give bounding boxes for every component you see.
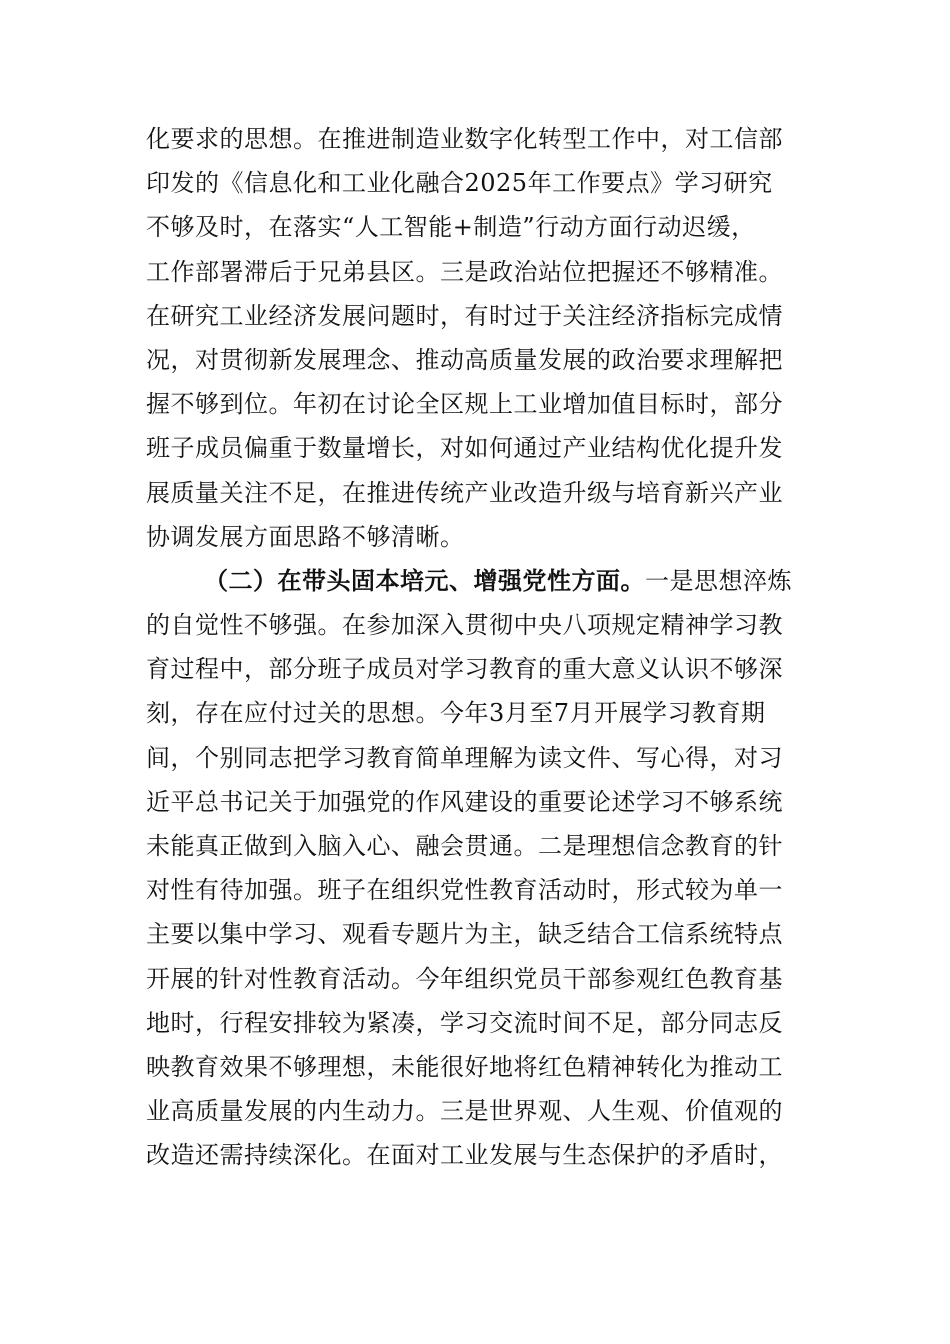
line-text: 在研究工业经济发展问题时，有时过于关注经济指标完成情 xyxy=(146,301,783,330)
text-line xyxy=(146,1045,810,1089)
line-text: 不够及时，在落实“人工智能+制造”行动方面行动迟缓， xyxy=(146,213,756,242)
text-line xyxy=(146,426,810,470)
text-line xyxy=(146,824,810,868)
line-text: 协调发展方面思路不够清晰。 xyxy=(146,522,465,551)
text-line xyxy=(146,647,810,691)
line-text: 化要求的思想。在推进制造业数字化转型工作中，对工信部 xyxy=(146,125,783,153)
text-line xyxy=(146,471,810,515)
line-text: 一是思想淬炼 xyxy=(645,566,792,595)
line-text: 班子成员偏重于数量增长，对如何通过产业结构优化提升发 xyxy=(146,434,783,463)
line-text: 未能真正做到入脑入心、融会贯通。二是理想信念教育的针 xyxy=(146,832,783,860)
line-text: 地时，行程安排较为紧凑，学习交流时间不足，部分同志反 xyxy=(146,1008,783,1037)
line-text: 业高质量发展的内生动力。三是世界观、人生观、价值观的 xyxy=(146,1097,783,1126)
line-text: 近平总书记关于加强党的作风建设的重要论述学习不够系统 xyxy=(146,787,783,816)
text-line xyxy=(146,294,810,338)
line-text: 育过程中，部分班子成员对学习教育的重大意义认识不够深 xyxy=(146,655,783,684)
line-text: 开展的针对性教育活动。今年组织党员干部参观红色教育基 xyxy=(146,964,783,993)
line-text: 握不够到位。年初在讨论全区规上工业增加值目标时，部分 xyxy=(146,390,783,419)
text-line xyxy=(146,1133,810,1177)
text-line xyxy=(146,515,810,559)
line-text: 间，个别同志把学习教育简单理解为读文件、写心得，对习 xyxy=(146,743,783,772)
text-line xyxy=(146,912,810,956)
line-text: 展质量关注不足，在推进传统产业改造升级与培育新兴产业 xyxy=(146,478,783,507)
text-line xyxy=(146,161,810,205)
line-text: 主要以集中学习、观看专题片为主，缺乏结合工信系统特点 xyxy=(146,920,783,949)
line-text: 刻，存在应付过关的思想。今年3月至7月开展学习教育期 xyxy=(146,699,766,728)
line-text: 印发的《信息化和工业化融合2025年工作要点》学习研究 xyxy=(146,169,773,198)
text-line xyxy=(146,603,810,647)
text-line xyxy=(146,1001,810,1045)
section-heading-text: （二）在带头固本培元、增强党性方面。 xyxy=(204,565,645,595)
text-line xyxy=(146,205,810,249)
line-text: 映教育效果不够理想，未能很好地将红色精神转化为推动工 xyxy=(146,1052,783,1081)
text-line xyxy=(146,691,810,735)
text-line xyxy=(146,780,810,824)
line-text: 的自觉性不够强。在参加深入贯彻中央八项规定精神学习教 xyxy=(146,611,783,640)
text-line xyxy=(146,736,810,780)
text-line xyxy=(146,338,810,382)
text-line xyxy=(146,559,810,603)
text-line xyxy=(146,117,810,161)
line-text: 工作部署滞后于兄弟县区。三是政治站位把握还不够精准。 xyxy=(146,257,783,286)
line-text: 况，对贯彻新发展理念、推动高质量发展的政治要求理解把 xyxy=(146,345,783,374)
line-text: 对性有待加强。班子在组织党性教育活动时，形式较为单一 xyxy=(146,876,783,905)
text-line xyxy=(146,382,810,426)
text-line xyxy=(146,1089,810,1133)
line-text: 改造还需持续深化。在面对工业发展与生态保护的矛盾时， xyxy=(146,1141,783,1170)
text-line xyxy=(146,250,810,294)
body-text xyxy=(146,117,810,1178)
text-line xyxy=(146,868,810,912)
text-line xyxy=(146,957,810,1001)
